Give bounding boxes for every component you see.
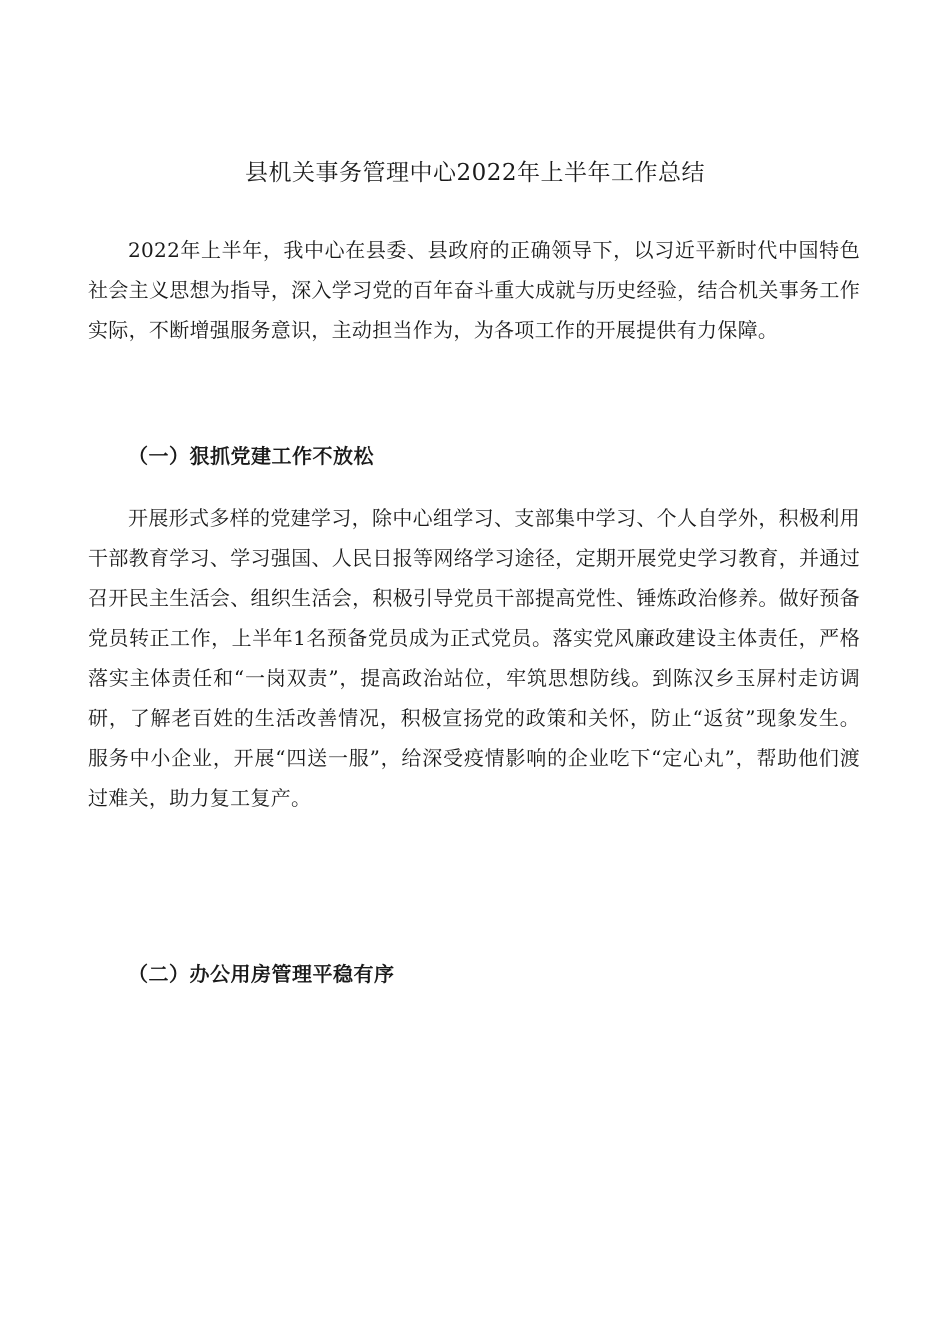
intro-paragraph: 2022年上半年，我中心在县委、县政府的正确领导下，以习近平新时代中国特色社会主义思想为指导，深入学习党的百年奋斗重大成就与历史经验，结合机关事务工作实际，不断增强服务意识，主动担当作为，为各项工作的开展提供有力保障。	[88, 238, 860, 342]
section-heading-party-building: （一）狠抓党建工作不放松	[128, 444, 374, 468]
section-paragraph-party-building: 开展形式多样的党建学习，除中心组学习、支部集中学习、个人自学外，积极利用干部教育学习、学习强国、人民日报等网络学习途径，定期开展党史学习教育，并通过召开民主生活会、组织生活会，积极引导党员干部提高党性、锤炼政治修养。做好预备党员转正工作，上半年1名预备党员成为正式党员。落实党风廉政建设主体责任，严格落实主体责任和“一岗双责”，提高政治站位，牢筑思想防线。到陈汉乡玉屏村走访调研，了解老百姓的生活改善情况，积极宣扬党的政策和关怀，防止“返贫”现象发生。服务中小企业，开展“四送一服”，给深受疫情影响的企业吃下“定心丸”，帮助他们渡过难关，助力复工复产。	[88, 506, 860, 810]
section-heading-office-space: （二）办公用房管理平稳有序	[128, 962, 395, 986]
document-title: 县机关事务管理中心2022年上半年工作总结	[244, 160, 706, 186]
